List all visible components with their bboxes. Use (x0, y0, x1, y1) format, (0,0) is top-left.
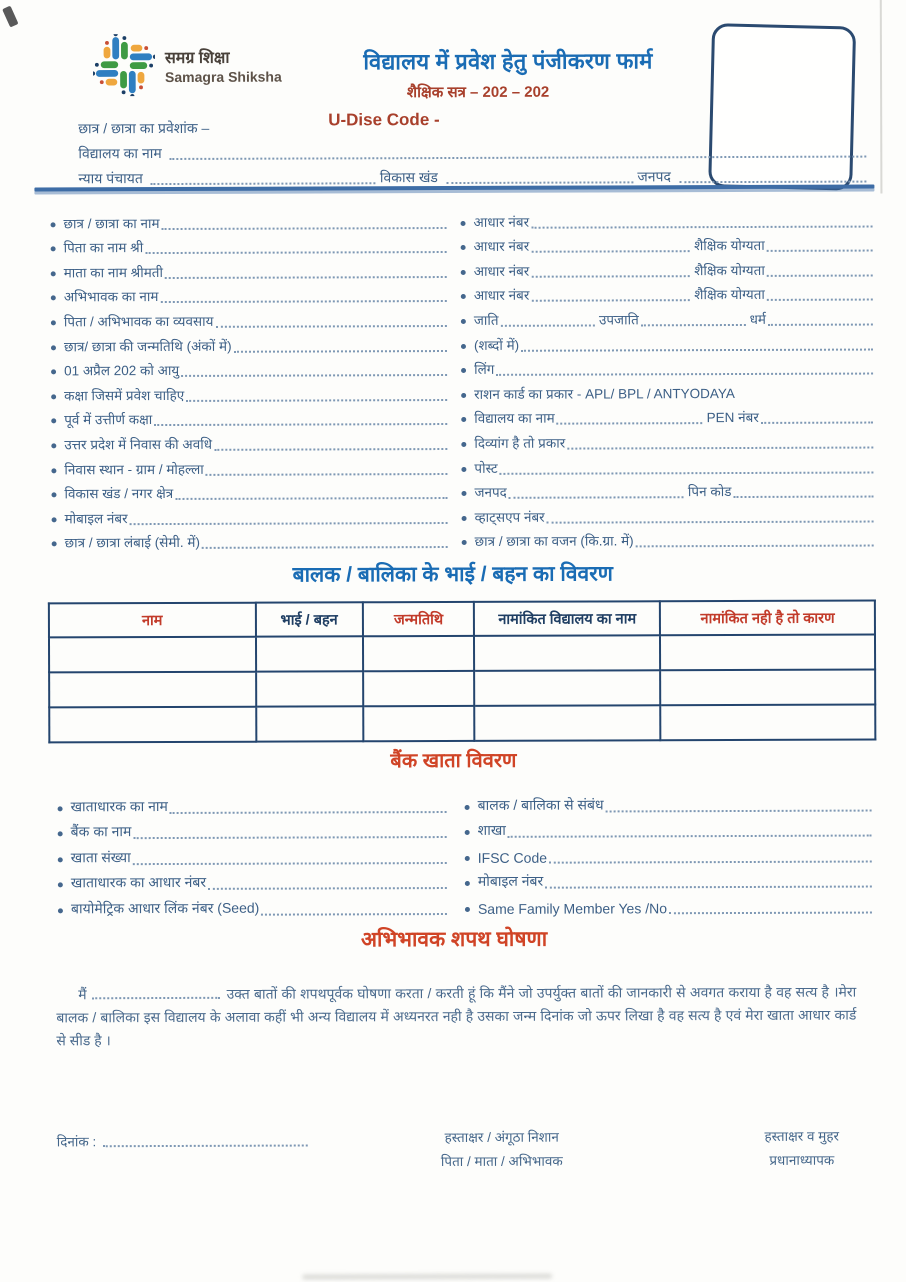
form-field-row (49, 428, 451, 454)
admission-number-row (78, 111, 870, 139)
field-label: कक्षा जिसमें प्रवेश चाहिए (64, 387, 185, 404)
field-label: खाताधारक का आधार नंबर (70, 873, 207, 891)
field-label: लिंग (474, 362, 495, 378)
field-label: जनपद (474, 484, 507, 501)
form-field-row (460, 501, 878, 527)
siblings-table-empty-row (49, 635, 875, 673)
field-label: IFSC Code (477, 849, 548, 866)
dotted-fill-line (208, 873, 447, 890)
siblings-table-empty-row (49, 705, 875, 743)
dotted-fill-line (761, 408, 873, 424)
bullet-icon (52, 517, 57, 522)
field-label: छात्र / छात्रा लंबाई (सेमी. में) (64, 535, 201, 551)
siblings-table-empty-cell (660, 705, 875, 741)
dotted-fill-line (531, 212, 872, 229)
dotted-fill-line (160, 287, 446, 303)
school-name-row (78, 136, 870, 164)
siblings-table-empty-cell (256, 706, 363, 741)
headmaster-signature-line1: हस्ताक्षर व मुहर (764, 1128, 840, 1144)
dotted-fill-line (261, 899, 447, 916)
student-details-section (48, 206, 877, 553)
bullet-icon (51, 320, 56, 325)
header-fields (78, 111, 870, 189)
bullet-icon (51, 419, 56, 424)
siblings-table-empty-cell (49, 707, 256, 743)
parent-signature-block (367, 1125, 637, 1173)
scan-artifact-smudge (302, 1274, 552, 1280)
date-row (57, 1130, 312, 1149)
dotted-fill-line (567, 433, 873, 450)
form-field-row (459, 255, 877, 281)
dotted-fill-line (151, 168, 376, 185)
bullet-icon (461, 221, 466, 226)
form-field-row (463, 814, 876, 841)
form-field-row (48, 207, 450, 233)
dotted-fill-line (606, 795, 872, 812)
siblings-table-column-header: नामांकित नही है तो कारण (660, 601, 875, 636)
form-field-row (463, 789, 876, 816)
nyay-panchayat-label: न्याय पंचायत (78, 170, 143, 187)
form-field-row (460, 525, 878, 551)
field-label: माता का नाम श्रीमती (63, 264, 164, 281)
field-label: बैंक का नाम (70, 823, 132, 840)
dotted-fill-line (501, 311, 595, 327)
janpad-label: जनपद (637, 168, 671, 185)
bullet-icon (51, 247, 56, 252)
bullet-icon (462, 540, 467, 545)
field-label: खाता संख्या (70, 848, 131, 865)
field-label: खाताधारक का नाम (70, 797, 168, 814)
form-field-row (459, 476, 877, 502)
bullet-icon (465, 855, 470, 860)
siblings-table-column-header: नामांकित विद्यालय का नाम (474, 601, 660, 636)
form-field-row (459, 427, 877, 453)
field-label: उपजाति (598, 312, 639, 328)
form-field-row (49, 232, 451, 258)
siblings-table-empty-cell (363, 706, 475, 741)
form-field-row (459, 279, 877, 305)
bullet-icon (58, 882, 63, 887)
bullet-icon (51, 394, 56, 399)
field-label: बालक / बालिका से संबंध (477, 795, 604, 813)
declaration-paragraph (56, 981, 856, 1053)
bullet-icon (51, 222, 56, 227)
bullet-icon (461, 393, 466, 398)
date-label: दिनांक : (56, 1133, 97, 1149)
siblings-table-empty-cell (475, 705, 661, 741)
siblings-table-empty-cell (363, 671, 475, 706)
siblings-table-empty-cell (660, 635, 875, 671)
scan-artifact-mark (2, 6, 18, 28)
bullet-icon (465, 830, 470, 835)
field-label: PEN नंबर (706, 410, 759, 426)
siblings-table-column-header: जन्मतिथि (363, 602, 475, 636)
form-field-row (459, 230, 877, 256)
dotted-fill-line (521, 335, 873, 352)
field-label: राशन कार्ड का प्रकार - APL/ BPL / ANTYODAYA (474, 385, 735, 402)
dotted-fill-line (170, 797, 447, 814)
field-label: दिव्यांग है तो प्रकार (474, 435, 566, 451)
dotted-fill-line (133, 822, 446, 839)
declaration-title: अभिभावक शपथ घोषणा (360, 927, 548, 952)
paper-edge-line (880, 0, 883, 194)
siblings-table-empty-row (49, 670, 875, 708)
dotted-fill-line (733, 482, 873, 498)
bullet-icon (51, 296, 56, 301)
siblings-table-empty-cell (255, 636, 362, 671)
siblings-table-empty-cell (660, 670, 875, 706)
bullet-icon (461, 294, 466, 299)
bullet-icon (51, 271, 56, 276)
field-label: पूर्व में उत्तीर्ण कक्षा (64, 412, 153, 428)
dotted-fill-line (641, 310, 746, 326)
siblings-table-column-header: भाई / बहन (255, 602, 362, 636)
dotted-fill-line (636, 531, 874, 547)
dotted-fill-line (531, 261, 690, 277)
form-field-row (50, 527, 452, 553)
bullet-icon (465, 881, 470, 886)
field-label: बायोमेट्रिक आधार लिंक नंबर (Seed) (70, 899, 260, 916)
bullet-icon (461, 344, 466, 349)
dotted-fill-line (215, 311, 447, 327)
bullet-icon (461, 417, 466, 422)
field-label: आधार नंबर (473, 263, 530, 279)
siblings-table-column-header: नाम (49, 603, 256, 638)
bullet-icon (52, 542, 57, 547)
dotted-fill-line (234, 336, 447, 352)
dotted-fill-line (669, 897, 872, 914)
field-label: पिता का नाम श्री (63, 240, 144, 256)
field-label: छात्र/ छात्रा की जन्मतिथि (अंकों में) (63, 338, 232, 354)
dotted-fill-line (545, 872, 872, 889)
field-label: शैक्षिक योग्यता (694, 262, 765, 278)
form-field-row (49, 478, 451, 504)
samagra-shiksha-pinwheel-icon (93, 34, 155, 96)
field-label: शैक्षिक योग्यता (694, 287, 765, 303)
student-fields-left-column (48, 207, 451, 553)
form-field-row (49, 404, 451, 430)
dotted-fill-line (186, 385, 447, 401)
vikas-khand-label: विकास खंड (379, 169, 438, 186)
student-fields-right-column (458, 206, 877, 552)
udise-code-label: U-Dise Code - (328, 110, 440, 130)
field-label: मोबाइल नंबर (64, 510, 128, 527)
bullet-icon (461, 368, 466, 373)
siblings-table-empty-cell (474, 635, 660, 671)
field-label: 01 अप्रैल 202 को आयु (64, 363, 180, 379)
bullet-icon (461, 319, 466, 324)
siblings-table-empty-cell (49, 637, 256, 673)
siblings-table-empty-cell (49, 672, 256, 708)
form-field-row (459, 353, 877, 379)
dotted-fill-line (181, 361, 447, 377)
form-field-row (49, 453, 451, 479)
dotted-fill-line (145, 238, 446, 255)
field-label: आधार नंबर (473, 288, 530, 304)
bullet-icon (461, 491, 466, 496)
dotted-fill-line (531, 286, 690, 302)
form-field-row (49, 379, 451, 405)
bullet-icon (465, 804, 470, 809)
field-label: विकास खंड / नगर क्षेत्र (64, 486, 174, 502)
field-label: व्हाट्सएप नंबर (474, 509, 545, 525)
siblings-table-header-row (49, 601, 875, 638)
field-label: उत्तर प्रदेश में निवास की अवधि (64, 436, 213, 453)
bank-fields-left-column (56, 790, 451, 919)
field-label: आधार नंबर (473, 214, 530, 230)
field-label: निवास स्थान - ग्राम / मोहल्ला (64, 461, 204, 477)
form-field-row (56, 816, 451, 843)
declaration-prefix: मैं (78, 986, 87, 1003)
dotted-fill-line (214, 434, 447, 450)
dotted-fill-line (547, 507, 874, 524)
siblings-table-empty-cell (474, 670, 660, 706)
bullet-icon (58, 831, 63, 836)
dotted-fill-line (165, 262, 447, 278)
dotted-fill-line (531, 237, 690, 253)
bank-fields-right-column (463, 789, 876, 918)
bullet-icon (51, 468, 56, 473)
siblings-table-empty-cell (363, 636, 475, 671)
dotted-fill-line (549, 846, 872, 863)
field-label: Same Family Member Yes /No (477, 899, 668, 917)
dotted-fill-line (175, 484, 447, 500)
headmaster-signature-line2: प्रधानाध्यापक (769, 1152, 835, 1168)
school-name-label: विद्यालय का नाम (78, 145, 162, 162)
form-title-block (293, 45, 723, 103)
bullet-icon (461, 245, 466, 250)
bullet-icon (465, 906, 470, 911)
logo-title-hindi: समग्र शिक्षा (164, 49, 230, 67)
form-field-row (463, 865, 876, 892)
form-field-row (49, 355, 451, 381)
parent-signature-line2: पिता / माता / अभिभावक (440, 1153, 563, 1169)
siblings-table-title: बालक / बालिका के भाई / बहन का विवरण (292, 562, 613, 587)
form-title: विद्यालय में प्रवेश हेतु पंजीकरण फार्म (363, 48, 653, 75)
headmaster-signature-block (692, 1124, 906, 1172)
siblings-table (48, 600, 876, 744)
dotted-fill-line (767, 236, 873, 252)
dotted-fill-line (170, 142, 867, 160)
form-field-row (463, 840, 876, 867)
bullet-icon (461, 466, 466, 471)
bullet-icon (58, 908, 63, 913)
form-field-row (459, 451, 877, 477)
dotted-fill-line (508, 821, 872, 838)
form-field-row (459, 378, 877, 404)
field-label: छात्र / छात्रा का नाम (63, 215, 160, 231)
field-label: (शब्दों में) (473, 337, 520, 353)
field-label: शैक्षिक योग्यता (694, 238, 765, 254)
dotted-fill-line (154, 410, 447, 427)
dotted-fill-line (130, 508, 448, 525)
bullet-icon (51, 370, 56, 375)
siblings-table-empty-cell (256, 671, 363, 706)
declaration-name-blank (93, 984, 221, 999)
field-label: अभिभावक का नाम (63, 289, 159, 305)
field-label: छात्र / छात्रा का वजन (कि.ग्रा. में) (474, 533, 634, 550)
dotted-fill-line (102, 1131, 308, 1147)
field-label: जाति (473, 312, 499, 328)
field-label: आधार नंबर (473, 238, 530, 255)
form-field-row (463, 891, 876, 918)
dotted-fill-line (509, 483, 684, 499)
field-label: विद्यालय का नाम (474, 410, 555, 427)
dotted-fill-line (557, 409, 703, 425)
form-field-row (49, 305, 451, 331)
dotted-fill-line (767, 261, 873, 277)
dotted-fill-line (446, 167, 634, 184)
admission-number-label: छात्र / छात्रा का प्रवेशांक – (78, 119, 210, 137)
academic-session-line: शैक्षिक सत्र – 202 – 202 (406, 83, 550, 102)
form-field-row (49, 330, 451, 356)
dotted-fill-line (162, 213, 447, 229)
dotted-fill-line (767, 285, 873, 301)
bullet-icon (58, 806, 63, 811)
form-field-row (56, 790, 451, 817)
dotted-fill-line (206, 459, 448, 475)
field-label: पिन कोड (687, 484, 732, 500)
logo-text (165, 45, 282, 84)
parent-signature-line1: हस्ताक्षर / अंगूठा निशान (444, 1129, 559, 1146)
bullet-icon (51, 443, 56, 448)
bullet-icon (58, 857, 63, 862)
bank-details-section (56, 789, 876, 919)
dotted-fill-line (679, 167, 867, 184)
bullet-icon (461, 442, 466, 447)
form-field-row (50, 502, 452, 528)
form-field-row (56, 841, 451, 868)
samagra-shiksha-logo (93, 34, 282, 97)
declaration-body: उक्त बातों की शपथपूर्वक घोषणा करता / करती हूं कि मैंने जो उपर्युक्त बातों की जानकारी से अवगत कराया है वह सत्य है ।मेरा बालक / बालिका इस विद्यालय के अलावा कहीं भी अन्य विद्यालय में अध्यनरत नही है उसका जन्म दिनांक जो ऊपर लिखा है वह सत्य है एवं मेरा खाता आधार कार्ड से सीड है । (56, 983, 857, 1049)
bank-section-title: बैंक खाता विवरण (390, 749, 517, 773)
field-label: पिता / अभिभावक का व्यवसाय (63, 313, 214, 330)
form-field-row (49, 256, 451, 282)
dotted-fill-line (500, 458, 874, 475)
dotted-fill-line (202, 533, 448, 549)
form-field-row (459, 402, 877, 428)
form-field-row (56, 867, 451, 894)
field-label: धर्म (749, 311, 767, 327)
bullet-icon (51, 345, 56, 350)
dotted-fill-line (496, 359, 873, 376)
field-label: पोस्ट (474, 460, 498, 476)
field-label: मोबाइल नंबर (477, 872, 544, 889)
bullet-icon (461, 270, 466, 275)
form-field-row (459, 304, 877, 330)
field-label: शाखा (477, 821, 506, 838)
dotted-fill-line (133, 848, 447, 865)
dotted-fill-line (768, 310, 873, 326)
form-field-row (459, 328, 877, 354)
bullet-icon (51, 493, 56, 498)
form-field-row (49, 281, 451, 307)
bullet-icon (462, 516, 467, 521)
form-field-row (458, 206, 876, 232)
logo-title-english: Samagra Shiksha (165, 68, 282, 85)
form-field-row (56, 892, 451, 919)
